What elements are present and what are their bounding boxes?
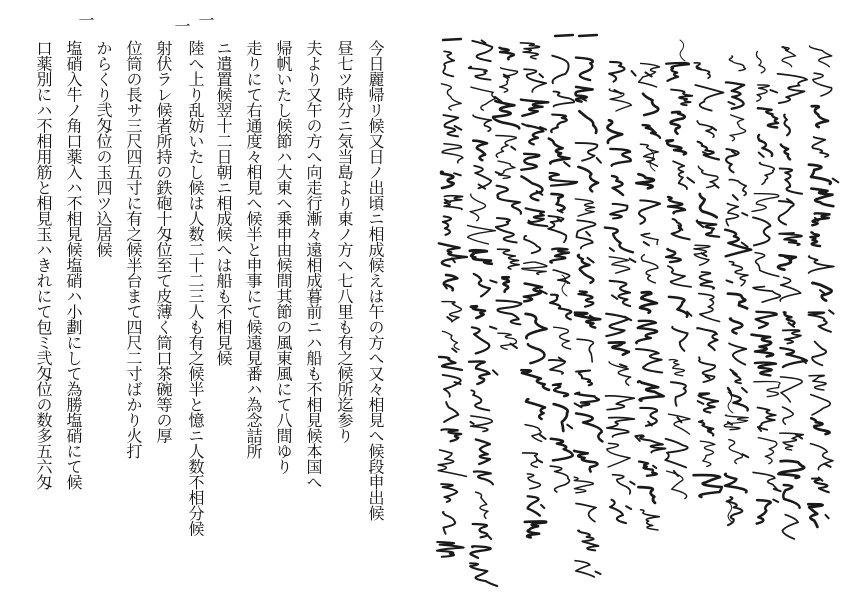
brush-stroke xyxy=(673,161,687,189)
brush-stroke xyxy=(577,339,593,362)
brush-stroke xyxy=(444,402,458,422)
brush-dot xyxy=(588,258,594,263)
brush-stroke xyxy=(473,141,487,161)
brush-stroke xyxy=(726,203,738,225)
brush-stroke xyxy=(610,204,627,219)
brush-stroke xyxy=(638,487,655,503)
brush-stroke xyxy=(497,186,521,214)
brush-stroke xyxy=(472,41,492,61)
brush-dot xyxy=(826,515,829,518)
brush-stroke xyxy=(549,173,577,186)
brush-stroke xyxy=(780,277,800,301)
brush-stroke xyxy=(470,563,497,586)
brush-stroke xyxy=(525,521,546,537)
manuscript-column xyxy=(808,46,838,527)
brush-stroke xyxy=(473,524,488,537)
brush-stroke xyxy=(729,343,746,364)
brush-stroke xyxy=(473,115,491,131)
manuscript-image xyxy=(430,0,844,616)
brush-dot xyxy=(727,280,733,282)
brush-dot xyxy=(653,466,656,468)
brush-stroke xyxy=(780,433,804,450)
brush-stroke xyxy=(665,439,687,468)
brush-dot xyxy=(597,158,601,163)
brush-stroke xyxy=(474,471,493,484)
brush-stroke xyxy=(496,301,521,325)
brush-stroke xyxy=(554,327,571,349)
brush-dot xyxy=(774,489,781,491)
brush-dot xyxy=(742,213,747,215)
brush-stroke xyxy=(472,327,489,353)
transcription-line-6: ニ遣置候翌十二日朝ニ相成候へは船も不相見候 xyxy=(214,40,233,366)
brush-dot xyxy=(596,572,601,574)
brush-stroke xyxy=(757,408,775,430)
brush-dot xyxy=(712,127,717,130)
brush-dot xyxy=(742,388,747,392)
brush-stroke xyxy=(498,249,520,269)
brush-stroke xyxy=(610,149,630,166)
brush-stroke xyxy=(576,503,596,521)
brush-stroke xyxy=(639,462,657,476)
brush-stroke xyxy=(753,217,770,245)
brush-stroke xyxy=(757,85,770,101)
brush-stroke xyxy=(668,197,685,213)
brush-dot xyxy=(586,232,590,236)
manuscript-column xyxy=(520,43,549,538)
brush-stroke xyxy=(781,145,790,160)
transcription-line-8: 射伏ラレ候者所持の鉄砲十匁位至て皮薄く筒口茶碗等の厚 xyxy=(154,40,173,443)
brush-stroke xyxy=(725,230,751,257)
brush-stroke xyxy=(496,136,516,158)
brush-stroke xyxy=(528,344,545,363)
transcription-line-7: 陸へ上り乱妨いたし候は人数二十二三人も有之候半と憶ニ人数不相分候 xyxy=(186,40,205,536)
brush-stroke xyxy=(694,245,710,265)
manuscript-column xyxy=(635,63,665,530)
marginal-note xyxy=(728,502,733,523)
brush-stroke xyxy=(526,208,548,226)
brush-stroke xyxy=(578,530,598,550)
brush-stroke xyxy=(643,125,660,138)
brush-dot xyxy=(612,295,617,299)
brush-stroke xyxy=(574,451,597,472)
brush-stroke xyxy=(779,461,805,478)
brush-stroke xyxy=(441,429,461,441)
brush-dot xyxy=(470,422,473,424)
brush-stroke xyxy=(578,167,598,192)
brush-dot xyxy=(511,147,515,150)
brush-stroke xyxy=(523,453,538,467)
brush-stroke xyxy=(442,144,463,163)
brush-stroke xyxy=(781,377,803,402)
brush-stroke xyxy=(471,390,489,410)
brush-dot xyxy=(540,74,544,77)
brush-stroke xyxy=(469,361,490,384)
brush-stroke xyxy=(607,417,635,436)
brush-dot xyxy=(454,173,461,175)
brush-stroke xyxy=(526,314,547,338)
brush-dot xyxy=(626,506,631,509)
brush-stroke xyxy=(809,256,834,273)
transcription-line-2: 昼七ツ時分ニ気当島より東ノ方へ七八里も有之候所迄参り xyxy=(335,40,354,443)
brush-stroke xyxy=(609,342,629,354)
brush-stroke xyxy=(638,381,664,400)
brush-stroke xyxy=(499,48,513,60)
brush-stroke xyxy=(699,421,713,436)
brush-stroke xyxy=(526,399,545,419)
brush-stroke xyxy=(612,176,623,195)
brush-stroke xyxy=(759,163,774,185)
brush-stroke xyxy=(609,257,630,273)
brush-stroke xyxy=(576,143,598,161)
brush-stroke xyxy=(755,363,776,376)
brush-stroke xyxy=(779,201,794,225)
brush-stroke xyxy=(550,249,569,263)
brush-stroke xyxy=(522,262,547,274)
brush-stroke xyxy=(443,216,451,235)
brush-stroke xyxy=(728,294,747,309)
brush-stroke xyxy=(521,99,548,115)
brush-stroke xyxy=(668,414,690,434)
brush-stroke xyxy=(439,243,467,266)
brush-stroke xyxy=(810,46,832,67)
transcription-line-4: 帰帆いたし候節ハ大東へ乗申由候間其節の風東風にて八間ゆり xyxy=(274,40,293,474)
brush-stroke xyxy=(470,194,485,221)
brush-stroke xyxy=(551,439,573,461)
brush-stroke xyxy=(752,335,774,357)
brush-stroke xyxy=(753,287,780,303)
brush-stroke xyxy=(636,435,666,452)
manuscript-column xyxy=(724,56,751,525)
brush-dot xyxy=(833,179,839,183)
brush-dot xyxy=(635,436,639,441)
brush-stroke xyxy=(812,341,826,365)
brush-stroke xyxy=(669,360,684,376)
brush-stroke xyxy=(554,404,568,431)
brush-stroke xyxy=(605,396,634,410)
brush-stroke xyxy=(697,221,719,237)
brush-stroke xyxy=(758,108,778,127)
brush-stroke xyxy=(636,349,662,372)
brush-dot xyxy=(632,71,636,76)
brush-dot xyxy=(620,364,627,366)
manuscript-column xyxy=(605,62,636,523)
brush-stroke xyxy=(641,255,657,283)
brush-stroke xyxy=(524,284,542,302)
brush-dot xyxy=(644,242,649,245)
brush-dot xyxy=(541,505,544,508)
brush-dot xyxy=(452,349,456,352)
brush-stroke xyxy=(610,281,631,306)
manuscript-column xyxy=(574,58,602,577)
brush-dot xyxy=(493,370,498,374)
brush-stroke xyxy=(812,137,828,157)
brush-stroke xyxy=(443,512,455,534)
transcription-line-11: 塩硝入牛ノ角口薬入ハ不相見候塩硝ハ小劃にして為勝塩硝にて候 xyxy=(64,40,83,490)
brush-stroke xyxy=(643,94,658,115)
manuscript-column xyxy=(665,63,694,499)
manuscript-column xyxy=(694,63,724,497)
brush-stroke xyxy=(636,321,657,343)
transcription-line-3: 夫より又午の方へ向走行漸々遠相成暮前ニハ船も不相見候本国へ xyxy=(304,40,323,490)
brush-stroke xyxy=(576,413,602,441)
brush-stroke xyxy=(783,485,799,508)
brush-stroke xyxy=(780,168,802,193)
brush-stroke xyxy=(553,384,568,396)
manuscript-column xyxy=(467,40,501,586)
brush-stroke xyxy=(811,232,821,246)
brush-stroke xyxy=(502,277,509,292)
brush-stroke xyxy=(809,165,831,184)
brush-stroke xyxy=(521,154,539,170)
brush-stroke xyxy=(813,73,832,96)
brush-stroke xyxy=(575,199,594,216)
brush-dot xyxy=(447,317,451,320)
brush-stroke xyxy=(669,297,687,317)
transcription-line-9: 位筒の長サ三尺四五寸に有之候半台まて四尺二寸ばかり火打 xyxy=(124,40,143,459)
brush-stroke xyxy=(697,121,714,137)
brush-stroke xyxy=(700,441,715,466)
manuscript-item-mark xyxy=(555,35,573,36)
brush-stroke xyxy=(521,370,549,390)
brush-stroke xyxy=(528,496,540,515)
brush-stroke xyxy=(579,111,596,133)
brush-dot xyxy=(522,124,528,127)
brush-dot xyxy=(488,536,491,540)
brush-stroke xyxy=(755,253,779,277)
item-mark-2: 一 xyxy=(172,18,191,34)
brush-stroke xyxy=(476,439,490,464)
brush-dot xyxy=(759,153,764,157)
brush-dot xyxy=(630,482,634,485)
brush-stroke xyxy=(730,115,746,141)
brush-stroke xyxy=(441,484,457,502)
brush-dot xyxy=(496,172,502,174)
brush-stroke xyxy=(758,438,777,464)
brush-dot xyxy=(728,102,734,104)
brush-stroke xyxy=(698,142,719,160)
item-mark-3: 一 xyxy=(76,12,95,28)
brush-stroke xyxy=(695,85,723,111)
brush-stroke xyxy=(576,370,592,385)
brush-stroke xyxy=(553,92,574,107)
brush-stroke xyxy=(666,140,686,154)
brush-stroke xyxy=(550,466,569,492)
brush-stroke xyxy=(520,43,539,59)
brush-dot xyxy=(698,401,704,404)
brush-stroke xyxy=(812,479,829,493)
transcription-line-12: 口薬別にハ不相用筋と相見玉ハきれにて包ミ弐匁位の数多五六匁 xyxy=(34,40,53,490)
brush-stroke xyxy=(694,475,722,497)
brush-stroke xyxy=(498,161,515,178)
manuscript-item-mark xyxy=(579,35,597,36)
brush-stroke xyxy=(612,475,630,494)
brush-stroke xyxy=(607,120,622,143)
brush-stroke xyxy=(442,331,459,349)
brush-stroke xyxy=(470,546,490,558)
brush-dot xyxy=(829,310,834,313)
brush-stroke xyxy=(552,56,568,84)
brush-stroke xyxy=(778,74,807,103)
brush-stroke xyxy=(549,360,566,374)
brush-dot xyxy=(773,500,778,503)
brush-stroke xyxy=(809,375,826,390)
brush-stroke xyxy=(524,69,546,92)
brush-stroke xyxy=(470,250,492,263)
brush-stroke xyxy=(812,106,828,127)
item-mark-1: 一 xyxy=(196,12,215,28)
brush-stroke xyxy=(439,357,462,370)
brush-stroke xyxy=(527,474,540,489)
brush-dot xyxy=(825,464,831,467)
brush-stroke xyxy=(441,172,453,188)
brush-stroke xyxy=(525,425,542,442)
brush-stroke xyxy=(442,302,461,322)
brush-stroke xyxy=(699,294,720,322)
brush-stroke xyxy=(782,515,798,539)
brush-stroke xyxy=(577,220,596,248)
brush-stroke xyxy=(467,225,495,243)
brush-stroke xyxy=(444,196,463,210)
brush-stroke xyxy=(779,233,802,245)
brush-stroke xyxy=(812,213,829,225)
brush-stroke xyxy=(754,382,780,397)
brush-stroke xyxy=(496,218,517,242)
manuscript-item-mark xyxy=(443,39,461,40)
brush-stroke xyxy=(672,327,688,351)
brush-stroke xyxy=(639,200,660,223)
brush-stroke xyxy=(443,375,461,397)
brush-stroke xyxy=(668,266,691,287)
manuscript-column xyxy=(437,51,467,556)
brush-dot xyxy=(687,178,694,183)
brush-dot xyxy=(728,422,732,425)
brush-stroke xyxy=(474,274,490,297)
brush-stroke xyxy=(575,561,594,577)
brush-stroke xyxy=(640,292,657,313)
brush-stroke xyxy=(756,51,765,72)
brush-dot xyxy=(567,425,572,429)
brush-stroke xyxy=(575,393,599,406)
brush-stroke xyxy=(471,306,485,318)
brush-stroke xyxy=(469,67,491,80)
transcription-line-5: 走りにて右通度々相見へ候半と申事にて候遠見番ハ為念詰所 xyxy=(244,40,263,459)
brush-stroke xyxy=(474,166,491,189)
manuscript-column xyxy=(493,48,528,350)
brush-stroke xyxy=(666,249,681,262)
brush-stroke xyxy=(609,62,624,82)
marginal-note xyxy=(680,40,685,61)
brush-stroke xyxy=(493,101,519,128)
brush-dot xyxy=(575,403,582,407)
brush-stroke xyxy=(578,255,593,283)
brush-stroke xyxy=(640,144,658,166)
brush-stroke xyxy=(671,90,692,106)
brush-stroke xyxy=(521,176,542,200)
brush-stroke xyxy=(752,194,779,212)
manuscript-drawing xyxy=(430,0,844,616)
brush-stroke xyxy=(727,497,743,525)
brush-dot xyxy=(743,454,749,457)
brush-stroke xyxy=(574,477,593,493)
brush-stroke xyxy=(575,313,600,328)
brush-stroke xyxy=(549,139,570,164)
brush-stroke xyxy=(809,312,832,331)
brush-dot xyxy=(630,259,636,262)
brush-dot xyxy=(490,327,496,329)
brush-dot xyxy=(610,248,614,251)
brush-stroke xyxy=(671,382,686,406)
brush-dot xyxy=(715,185,719,188)
brush-stroke xyxy=(607,443,630,467)
brush-stroke xyxy=(641,510,660,530)
brush-stroke xyxy=(753,472,778,490)
brush-stroke xyxy=(550,295,571,320)
brush-stroke xyxy=(783,330,801,343)
brush-stroke xyxy=(548,216,566,242)
brush-stroke xyxy=(524,236,540,253)
manuscript-column xyxy=(752,51,781,523)
transcription-line-1: 今日麗帰リ候又日ノ出頃ニ相成候えは午の方へ又々相見へ候段申出候 xyxy=(366,40,385,521)
brush-stroke xyxy=(700,272,715,289)
brush-dot xyxy=(538,460,543,462)
brush-stroke xyxy=(757,500,771,524)
brush-stroke xyxy=(666,63,689,81)
brush-stroke xyxy=(729,56,745,71)
brush-stroke xyxy=(699,357,715,382)
brush-dot xyxy=(770,90,777,93)
brush-stroke xyxy=(784,115,790,136)
manuscript-column xyxy=(548,56,577,492)
brush-stroke xyxy=(443,51,454,76)
brush-stroke xyxy=(811,395,830,415)
brush-dot xyxy=(733,195,738,200)
brush-stroke xyxy=(671,112,685,134)
brush-stroke xyxy=(782,407,793,424)
brush-stroke xyxy=(694,63,710,78)
brush-stroke xyxy=(729,180,746,196)
brush-stroke xyxy=(808,504,822,527)
transcription-panel xyxy=(0,0,400,616)
brush-dot xyxy=(540,435,546,439)
brush-stroke xyxy=(578,291,593,306)
brush-stroke xyxy=(576,58,593,80)
brush-stroke xyxy=(610,500,626,523)
brush-stroke xyxy=(636,174,653,188)
brush-dot xyxy=(564,162,569,166)
brush-stroke xyxy=(476,492,488,518)
brush-stroke xyxy=(700,194,717,217)
brush-stroke xyxy=(441,84,461,110)
brush-dot xyxy=(490,280,496,282)
brush-stroke xyxy=(811,418,829,434)
brush-stroke xyxy=(438,450,466,476)
brush-stroke xyxy=(729,440,743,464)
brush-stroke xyxy=(725,474,747,493)
brush-stroke xyxy=(780,348,807,367)
brush-stroke xyxy=(500,68,518,92)
brush-stroke xyxy=(551,194,564,211)
brush-stroke xyxy=(782,47,796,67)
brush-stroke xyxy=(756,312,777,328)
brush-stroke xyxy=(551,115,567,133)
manuscript-column xyxy=(778,47,807,539)
transcription-line-10: からくり弐匁位の玉四ツ込居候 xyxy=(94,40,113,257)
brush-stroke xyxy=(730,319,742,334)
brush-stroke xyxy=(471,87,496,110)
brush-dot xyxy=(702,253,707,256)
brush-stroke xyxy=(437,542,464,557)
